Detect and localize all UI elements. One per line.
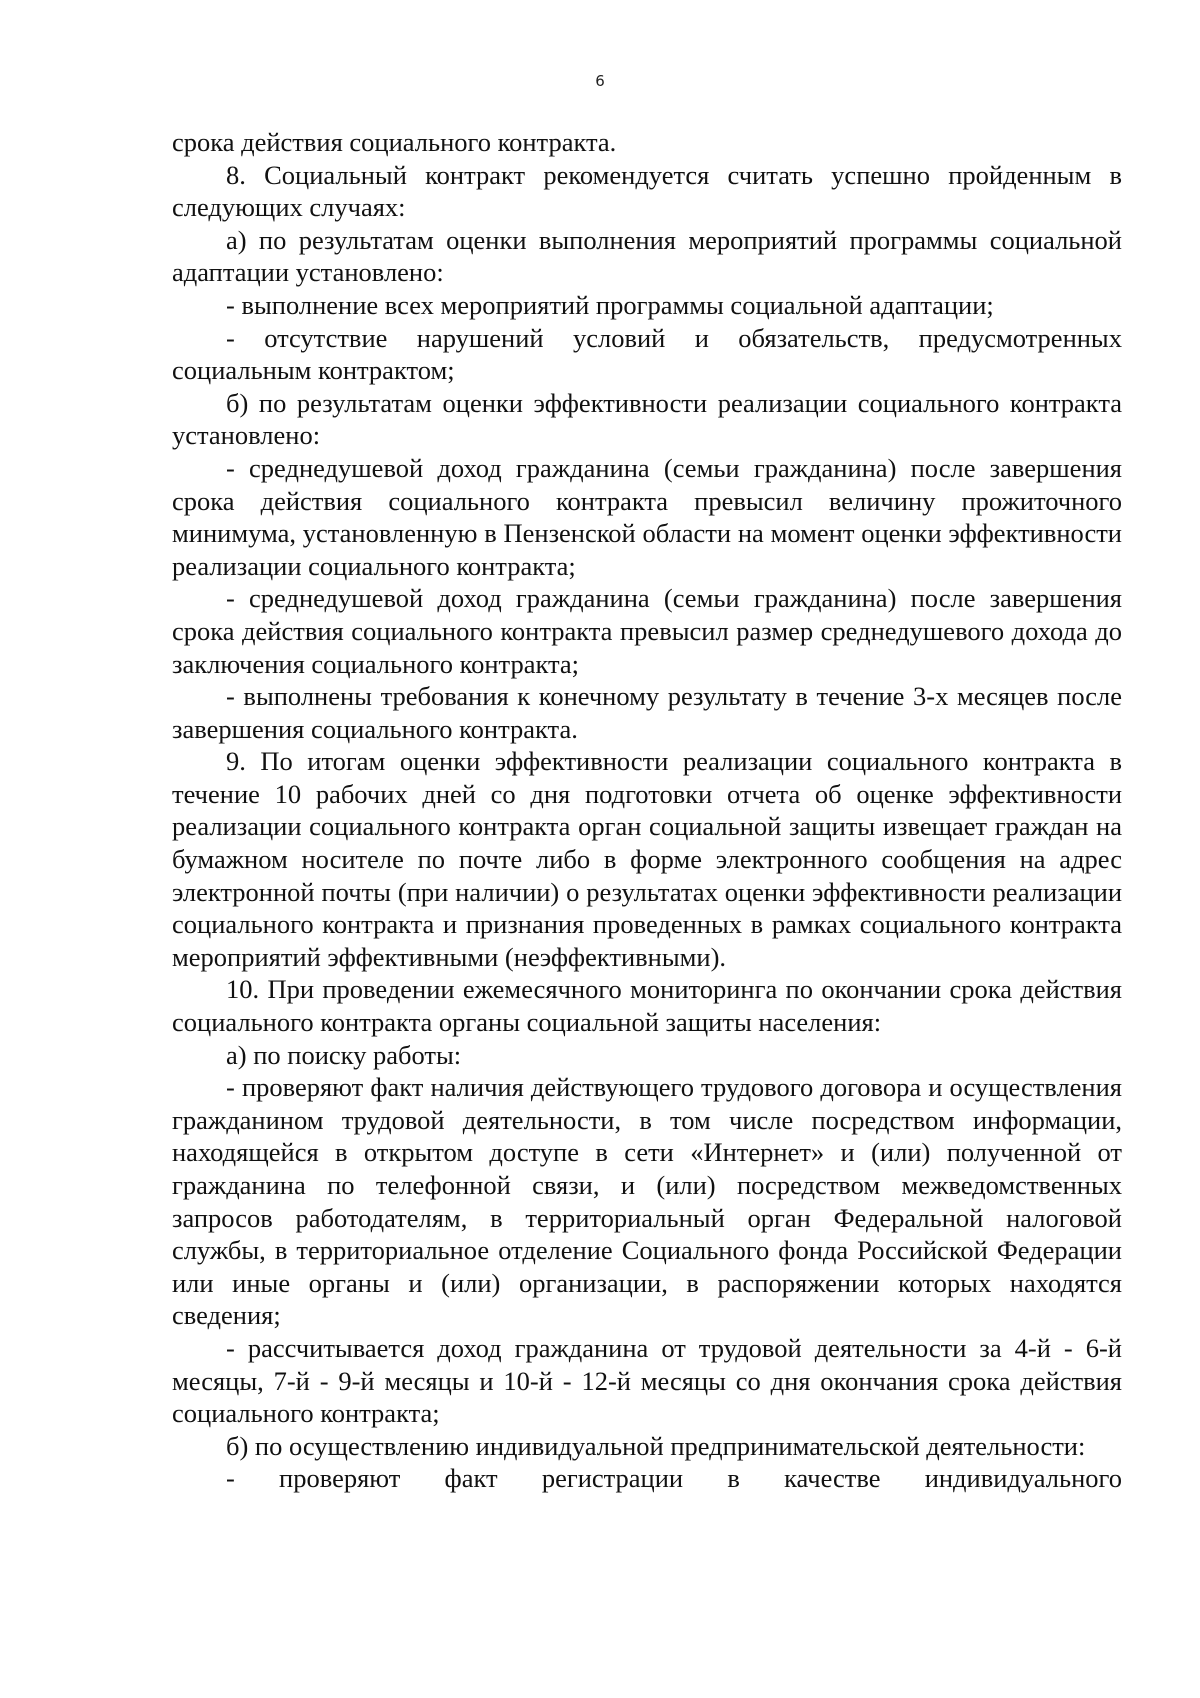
paragraph-item-9: 9. По итогам оценки эффективности реализации социального контракта в течение 10 рабочих дней со дня подготовки отчета об оценке эффективности реализации социального контракта орган социальной защиты извещает граждан на бумажном носителе по почте либо в форме электронного сообщения на адрес электронной почты (при наличии) о результатах оценки эффективности реализации социального контракта и признания проведенных в рамках социального контракта мероприятий эффективными (неэффективными). xyxy=(172,746,1122,972)
paragraph-subitem-a: а) по результатам оценки выполнения мероприятий программы социальной адаптации установлено: xyxy=(172,224,1122,288)
document-body xyxy=(172,126,1122,1495)
paragraph-bullet: - среднедушевой доход гражданина (семьи гражданина) после завершения срока действия социального контракта превысил размер среднедушевого дохода до заключения социального контракта; xyxy=(172,583,1122,679)
paragraph-bullet: - выполнение всех мероприятий программы социальной адаптации; xyxy=(226,289,994,320)
paragraph-subitem-a: а) по поиску работы: xyxy=(226,1039,462,1070)
paragraph-bullet: - рассчитывается доход гражданина от трудовой деятельности за 4-й - 6-й месяцы, 7-й - 9-й месяцы и 10-й - 12-й месяцы со дня окончания срока действия социального контракта; xyxy=(172,1332,1122,1429)
paragraph-continuation: срока действия социального контракта. xyxy=(172,127,617,157)
paragraph-item-10: 10. При проведении ежемесячного мониторинга по окончании срока действия социального контракта органы социальной защиты населения: xyxy=(172,974,1122,1038)
paragraph-bullet: - отсутствие нарушений условий и обязательств, предусмотренных социальным контрактом; xyxy=(172,322,1122,386)
paragraph-subitem-b: б) по результатам оценки эффективности реализации социального контракта установлено: xyxy=(172,387,1122,451)
paragraph-bullet: - среднедушевой доход гражданина (семьи гражданина) после завершения срока действия социального контракта превысил величину прожиточного минимума, установленную в Пензенской области на момент оценки эффективности реализации социального контракта; xyxy=(172,452,1122,581)
paragraph-subitem-b: б) по осуществлению индивидуальной предпринимательской деятельности: xyxy=(226,1430,1086,1461)
paragraph-bullet: - выполнены требования к конечному результату в течение 3-х месяцев после завершения социального контракта. xyxy=(172,681,1122,744)
paragraph-item-8: 8. Социальный контракт рекомендуется считать успешно пройденным в следующих случаях: xyxy=(172,159,1122,223)
page-number: 6 xyxy=(595,72,605,90)
paragraph-bullet: - проверяют факт наличия действующего трудового договора и осуществления гражданином трудовой деятельности, в том числе посредством информации, находящейся в открытом доступе в сети «Интернет» и (или) полученной от гражданина по телефонной связи, и (или) посредством межведомственных запросов работодателям, в территориальный орган Федеральной налоговой службы, в территориальное отделение Социального фонда Российской Федерации или иные органы и (или) организации, в распоряжении которых находятся сведения; xyxy=(172,1072,1122,1331)
paragraph-bullet-continued: - проверяют факт регистрации в качестве индивидуального xyxy=(226,1463,1122,1494)
